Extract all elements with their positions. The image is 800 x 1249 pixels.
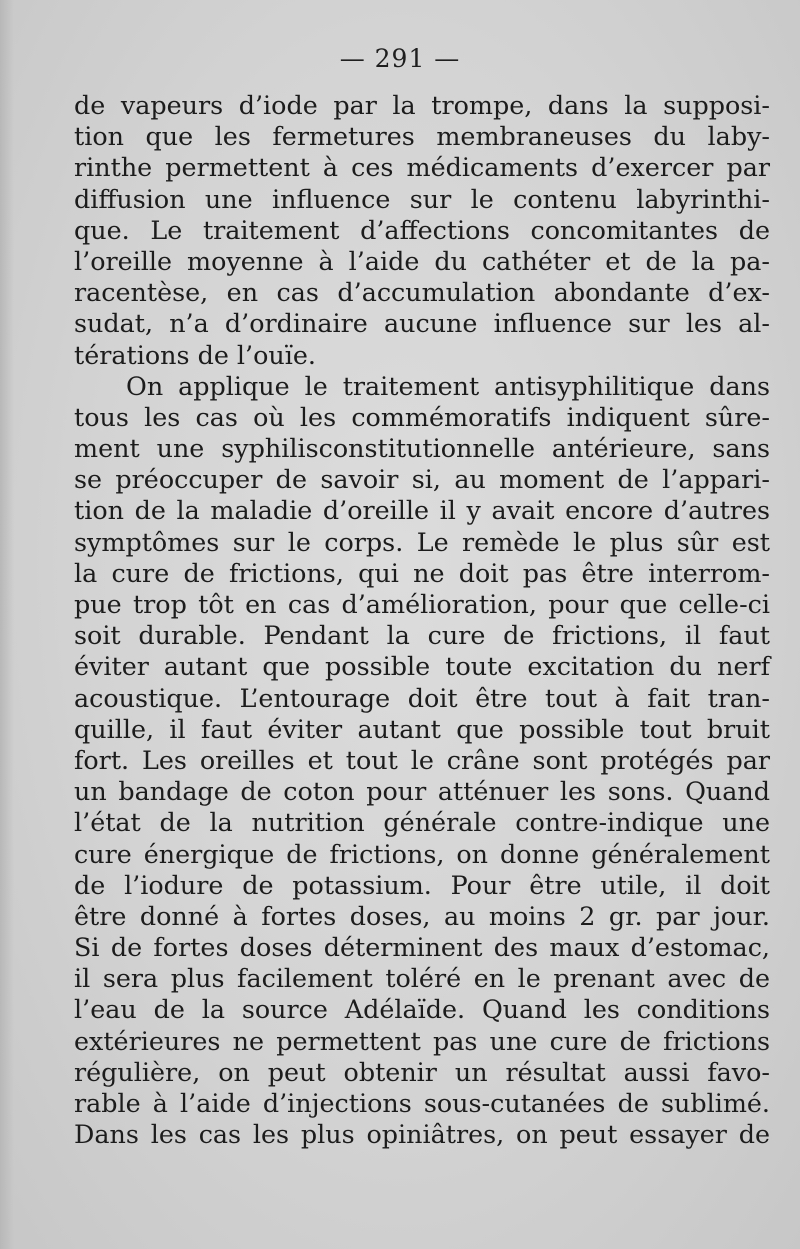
text-line: être donné à fortes doses, au moins 2 gr. par jour. — [74, 900, 770, 931]
text-line: ment une syphilisconstitutionnelle antérieure, sans — [74, 433, 770, 464]
page-gutter-shadow — [0, 0, 14, 1249]
text-line: rinthe permettent à ces médicaments d’exercer par — [74, 152, 770, 183]
text-line: de l’iodure de potassium. Pour être utile, il doit — [74, 869, 770, 900]
text-line: l’eau de la source Adélaïde. Quand les conditions — [74, 994, 770, 1025]
text-line: pue trop tôt en cas d’amélioration, pour que celle-ci — [74, 589, 770, 619]
body-text — [74, 90, 770, 1150]
text-line: racentèse, en cas d’accumulation abondante d’ex- — [74, 277, 770, 308]
paragraph-2 — [74, 371, 770, 1151]
text-line: la cure de frictions, qui ne doit pas être interrom- — [74, 557, 770, 588]
text-line: éviter autant que possible toute excitation du nerf — [74, 651, 770, 682]
text-line: diffusion une influence sur le contenu labyrinthi- — [74, 183, 770, 214]
text-line: que. Le traitement d’affections concomitantes de — [74, 214, 770, 245]
text-line: extérieures ne permettent pas une cure de frictions — [74, 1025, 770, 1056]
text-line: il sera plus facilement toléré en le prenant avec de — [74, 963, 770, 994]
text-line: rable à l’aide d’injections sous-cutanées de sublimé. — [74, 1088, 770, 1118]
text-line: acoustique. L’entourage doit être tout à fait tran- — [74, 682, 770, 713]
text-line: l’oreille moyenne à l’aide du cathéter et de la pa- — [74, 245, 770, 276]
page-number-header: — 291 — — [339, 44, 461, 73]
text-line: Si de fortes doses déterminent des maux d’estomac, — [74, 932, 770, 963]
text-line: se préoccuper de savoir si, au moment de l’appari- — [74, 464, 770, 495]
text-line: cure énergique de frictions, on donne généralement — [74, 838, 770, 869]
text-line: tion que les fermetures membraneuses du laby- — [74, 121, 770, 152]
text-line: l’état de la nutrition générale contre-indique une — [74, 807, 770, 838]
text-line: térations de l’ouïe. — [74, 339, 316, 370]
paragraph-1 — [74, 90, 770, 371]
text-line: On applique le traitement antisyphilitique dans — [126, 370, 770, 401]
text-line: quille, il faut éviter autant que possible tout bruit — [74, 713, 770, 744]
text-line: de vapeurs d’iode par la trompe, dans la supposi- — [74, 90, 770, 120]
text-line: régulière, on peut obtenir un résultat aussi favo- — [74, 1056, 770, 1087]
text-line: fort. Les oreilles et tout le crâne sont protégés par — [74, 744, 770, 775]
text-line: tion de la maladie d’oreille il y avait encore d’autres — [74, 495, 770, 526]
text-line: symptômes sur le corps. Le remède le plus sûr est — [74, 526, 770, 557]
text-line: soit durable. Pendant la cure de frictions, il faut — [74, 620, 770, 651]
text-line: Dans les cas les plus opiniâtres, on peut essayer de — [74, 1119, 770, 1150]
text-line: sudat, n’a d’ordinaire aucune influence sur les al- — [74, 308, 770, 339]
text-line: tous les cas où les commémoratifs indiquent sûre- — [74, 401, 770, 432]
text-line: un bandage de coton pour atténuer les sons. Quand — [74, 776, 770, 807]
